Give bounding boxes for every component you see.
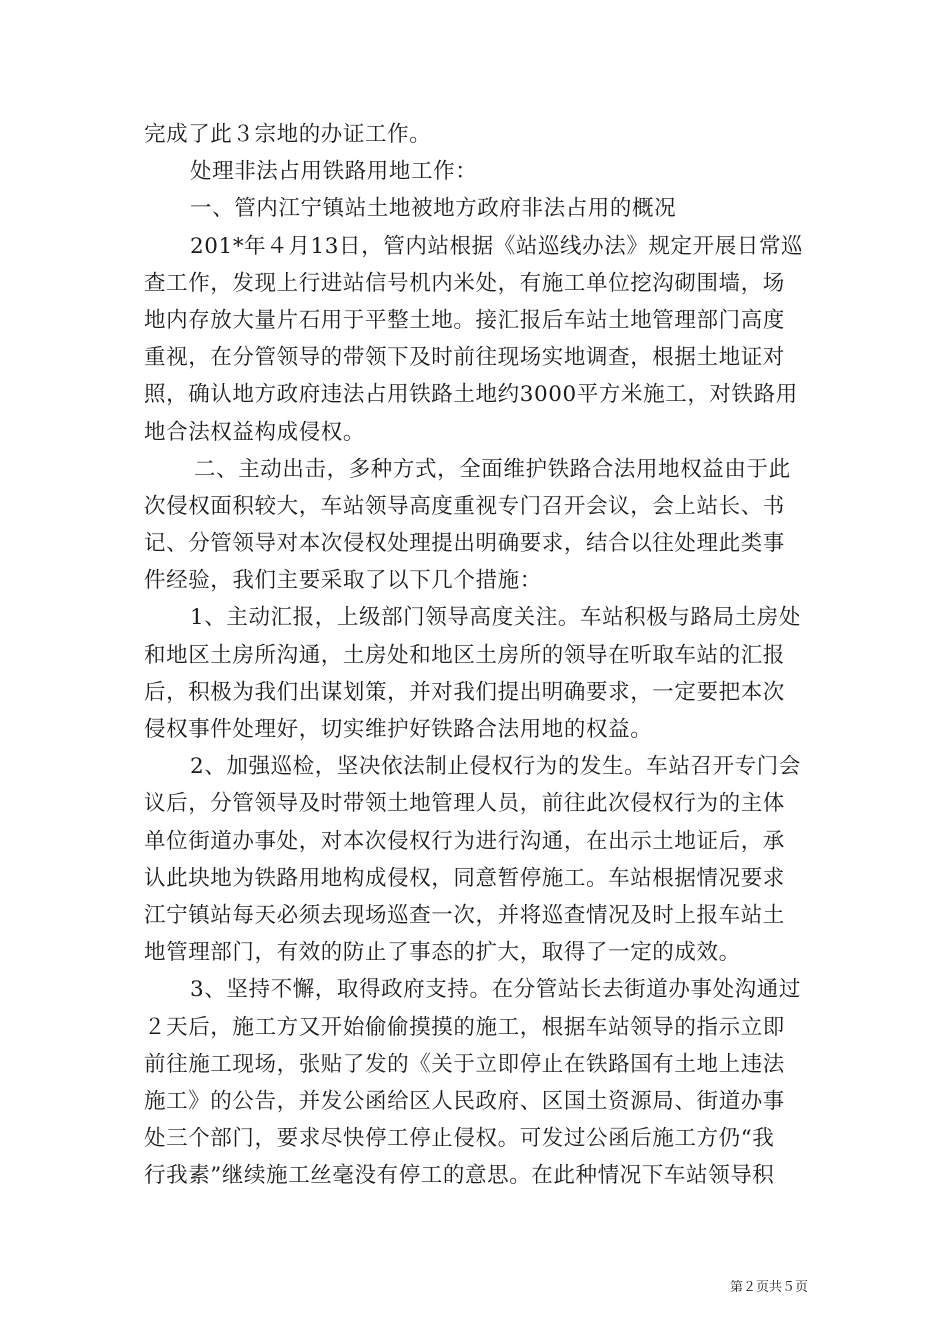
text-line: 和地区土房所沟通，土房处和地区土房所的领导在听取车站的汇报 (144, 642, 785, 668)
text-line: 后，积极为我们出谋划策，并对我们提出明确要求，一定要把本次 (144, 679, 785, 705)
text-line: 单位街道办事处，对本次侵权行为进行沟通，在出示土地证后，承 (144, 828, 785, 854)
list-item-3: 3、坚持不懈，取得政府支持。在分管站长去街道办事处沟通过 (190, 977, 801, 1003)
text-line: 记、分管领导对本次侵权处理提出明确要求，结合以往处理此类事 (144, 531, 785, 557)
text-line: 重视，在分管领导的带领下及时前往现场实地调查，根据土地证对 (144, 345, 785, 371)
page-number: 第２页共５页 (729, 1280, 808, 1295)
text-line: 处理非法占用铁路用地工作： (190, 159, 478, 185)
text-line: 照，确认地方政府违法占用铁路土地约3000平方米施工，对铁路用 (144, 382, 798, 408)
text-line: 地内存放大量片石用于平整土地。接汇报后车站土地管理部门高度 (144, 307, 785, 333)
text-line: 件经验，我们主要采取了以下几个措施： (144, 568, 542, 594)
text-line: 议后，分管领导及时带领土地管理人员，前往此次侵权行为的主体 (144, 791, 785, 817)
text-line: 施工》的公告，并发公函给区人民政府、区国土资源局、街道办事 (144, 1088, 785, 1114)
text-line: 江宁镇站每天必须去现场巡查一次，并将巡查情况及时上报车站土 (144, 902, 785, 928)
text-line: 完成了此３宗地的办证工作。 (144, 122, 432, 147)
text-line: 201*年４月13日，管内站根据《站巡线办法》规定开展日常巡 (190, 233, 804, 259)
text-line: 处三个部门，要求尽快停工停止侵权。可发过公函后施工方仍“我 (144, 1126, 775, 1152)
text-line: 侵权事件处理好，切实维护好铁路合法用地的权益。 (144, 717, 653, 742)
section-heading-2: 二、主动出击，多种方式，全面维护铁路合法用地权益由于此 (194, 456, 791, 482)
text-line: 前往施工现场，张贴了发的《关于立即停止在铁路国有土地上违法 (144, 1051, 785, 1077)
text-line: 地管理部门，有效的防止了事态的扩大，取得了一定的成效。 (144, 940, 741, 966)
document-body (144, 116, 814, 1194)
text-line: ２天后，施工方又开始偷偷摸摸的施工，根据车站领导的指示立即 (144, 1014, 785, 1040)
text-line: 次侵权面积较大，车站领导高度重视专门召开会议，会上站长、书 (144, 493, 785, 519)
list-item-1: 1、主动汇报，上级部门领导高度关注。车站积极与路局土房处 (190, 605, 801, 631)
section-heading-1: 一、管内江宁镇站土地被地方政府非法占用的概况 (190, 196, 677, 222)
list-item-2: 2、加强巡检，坚决依法制止侵权行为的发生。车站召开专门会 (190, 754, 801, 780)
text-line: 地合法权益构成侵权。 (144, 419, 366, 445)
text-line: 认此块地为铁路用地构成侵权，同意暂停施工。车站根据情况要求 (144, 865, 785, 891)
text-line: 查工作，发现上行进站信号机内米处，有施工单位挖沟砌围墙，场 (144, 270, 785, 296)
text-line: 行我素”继续施工丝毫没有停工的意思。在此种情况下车站领导积 (144, 1163, 775, 1189)
